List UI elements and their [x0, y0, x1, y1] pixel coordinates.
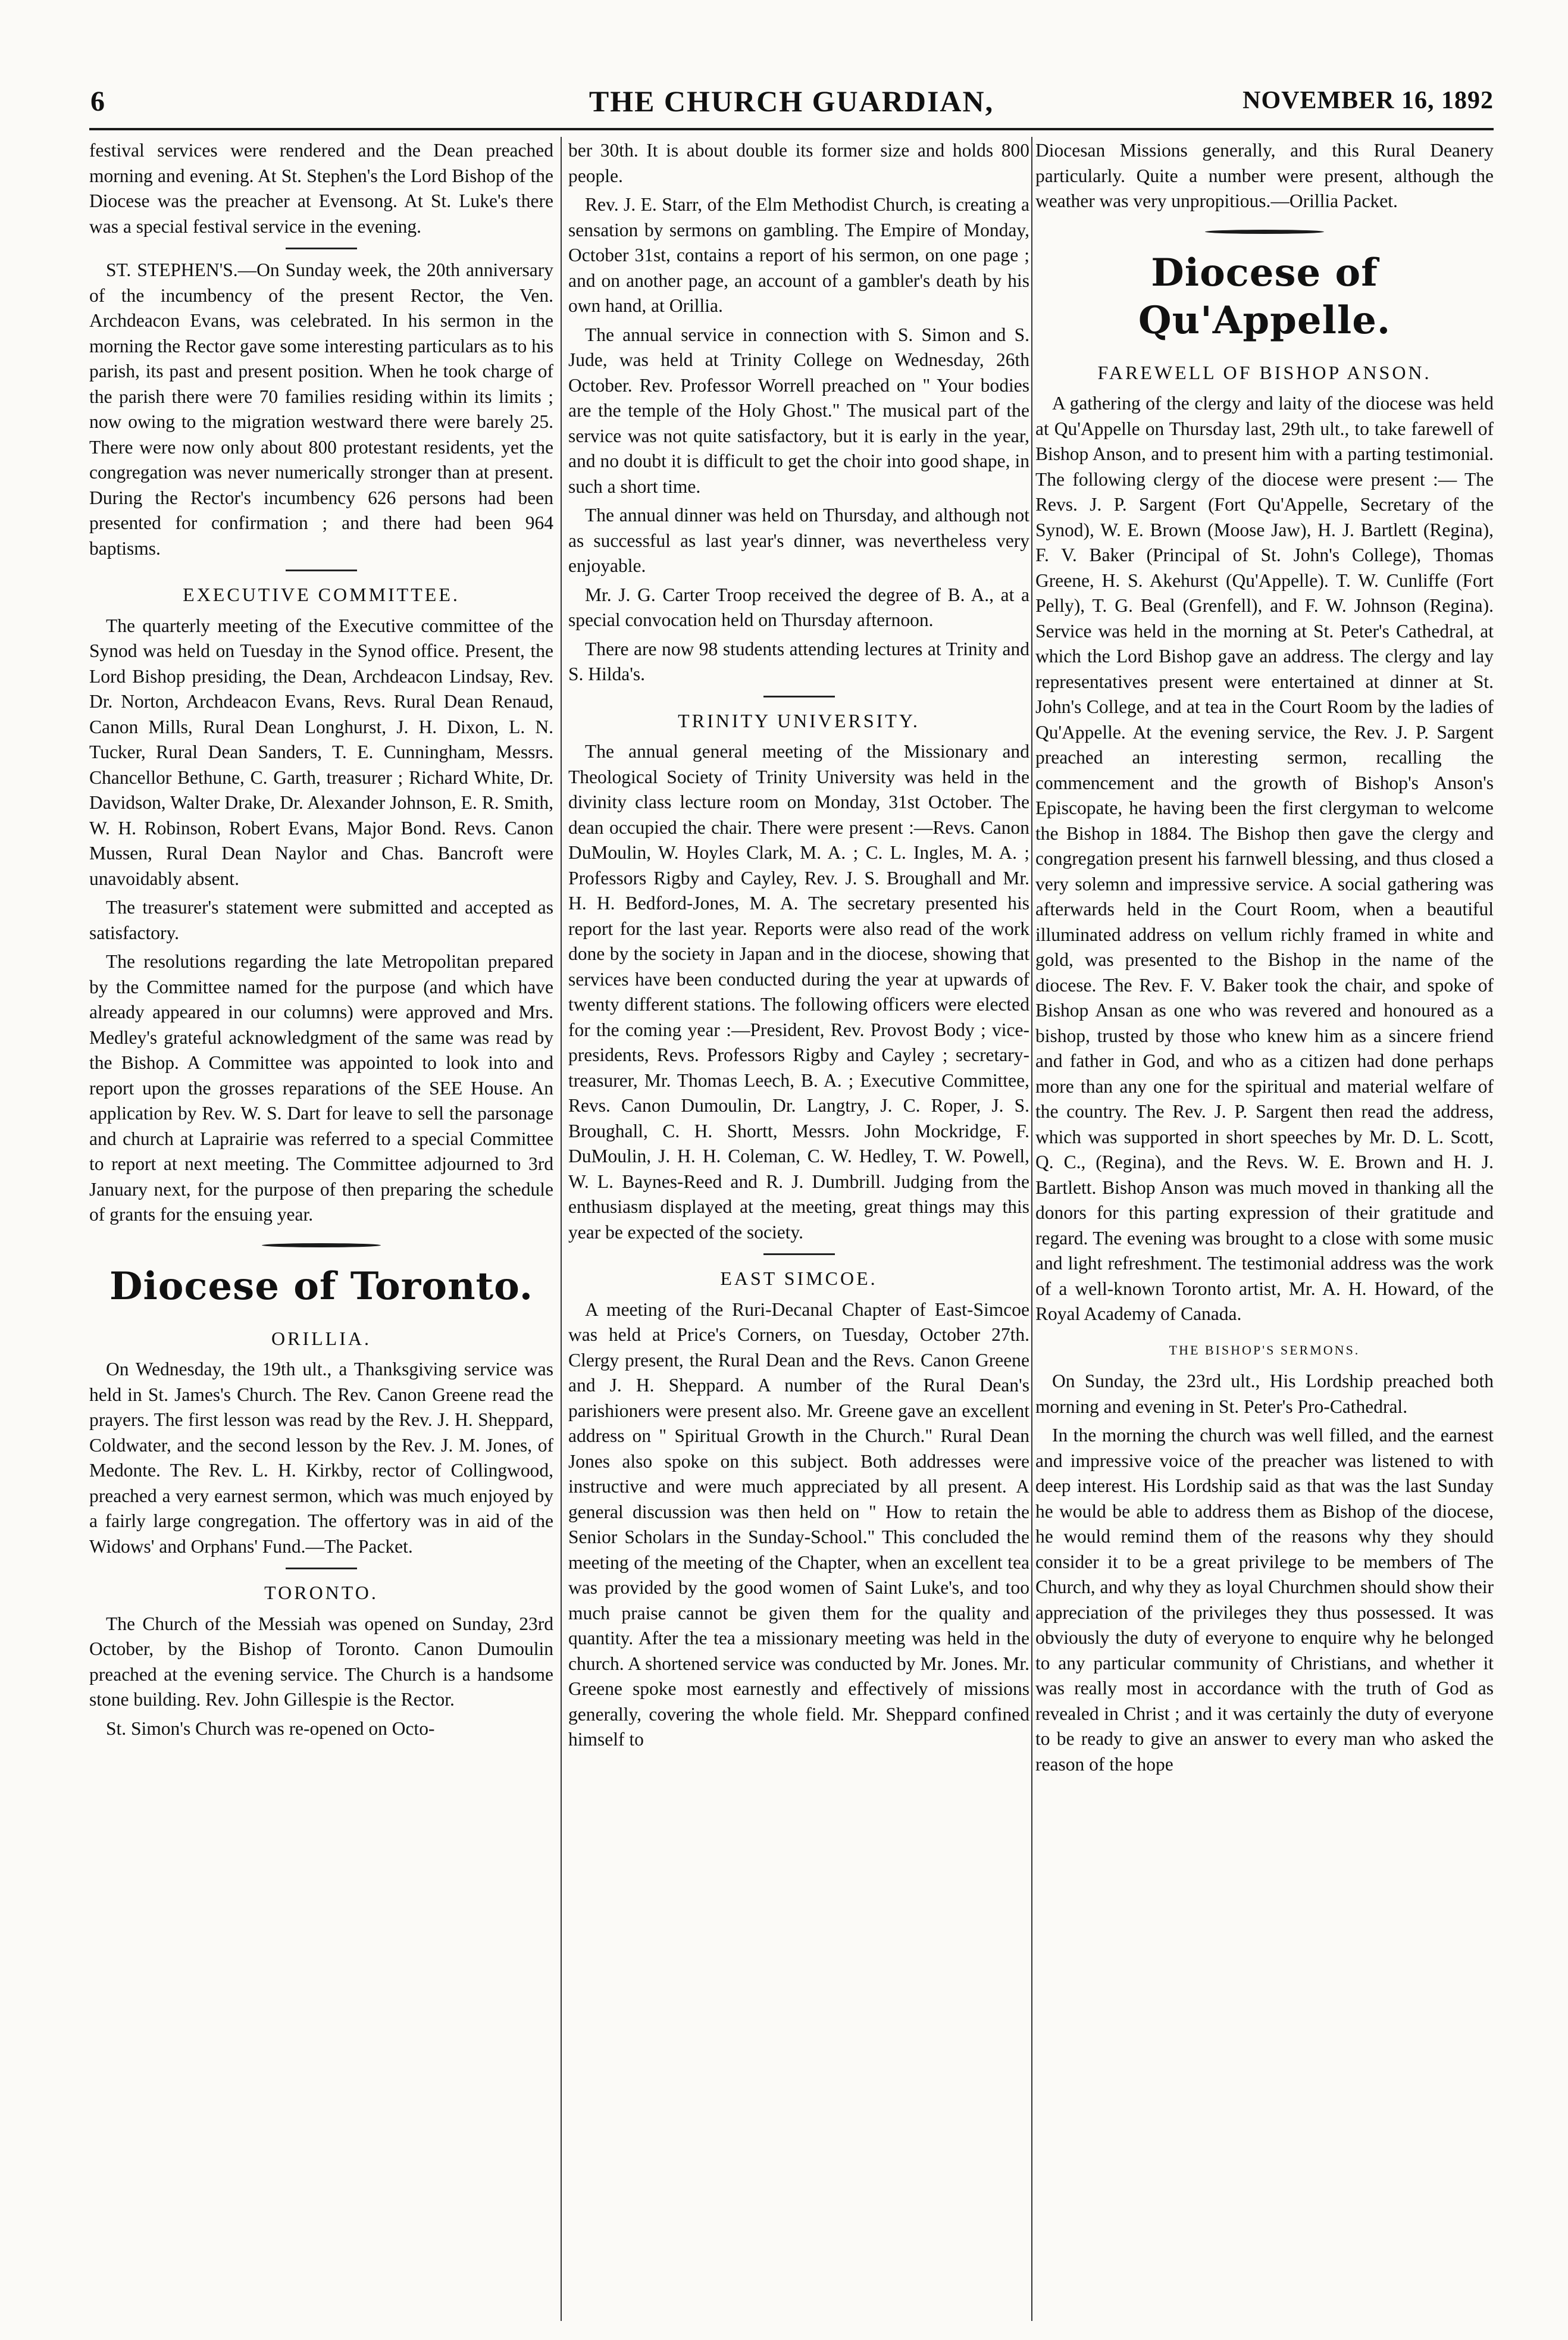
article-paragraph: In the morning the church was well filled, and the earnest and impressive voice of the preacher was listened to with deep interest. His Lordship said as that was the last Sunday he would be able to address them as Bishop of the diocese, he would remind them of the reasons why they should consider it to be a great privilege to be members of The Church, and why they as loyal Churchmen should show their appreciation of the privileges they thus possessed. It was obviously the duty of everyone to enquire why he belonged to any particular community of Christians, and whether it was really most in accordance with the truth of God as revealed in Christ ; and it was certainly the duty of everyone to be ready to give an answer to every man who asked the reason of the hope	[1035, 1425, 1494, 1775]
section-heading: ORILLIA.	[271, 1327, 371, 1349]
section-heading: FAREWELL OF BISHOP ANSON.	[1097, 361, 1432, 383]
masthead	[89, 80, 1494, 130]
article-paragraph: Rev. J. E. Starr, of the Elm Methodist Church, is creating a sensation by sermons on gambling. The Empire of Monday, October 31st, contains a report of his sermon, on one page ; and on another page, an account of a gambler's death by his own hand, at Orillia.	[568, 194, 1029, 316]
article-paragraph: The quarterly meeting of the Executive committee of the Synod was held on Tuesday in the Synod office. Present, the Lord Bishop presiding, the Dean, Archdeacon Lindsay, Rev. Dr. Norton, Archdeacon Evans, Revs. Rural Dean Renaud, Canon Mills, Rural Dean Longhurst, J. H. Dixon, L. N. Tucker, Rural Dean Sanders, T. E. Cunningham, Messrs. Chancellor Bethune, C. Garth, treasurer ; Richard White, Dr. Davidson, Walter Drake, Dr. Alexander Johnson, E. R. Smith, W. H. Robinson, Robert Evans, Major Bond. Revs. Canon Mussen, Rural Dean Naylor and Chas. Bancroft were unavoidably absent.	[89, 615, 553, 889]
separator-rule	[286, 248, 357, 249]
article-paragraph: The annual service in connection with S. Simon and S. Jude, was held at Trinity College on Wednesday, 26th October. Rev. Professor Worrell preached on " Your bodies are the temple of the Holy Ghost." The musical part of the service was not quite satisfactory, but it is early in the year, and no doubt it is difficult to get the choir into good shape, in such a short time.	[568, 324, 1029, 497]
section-heading: EAST SIMCOE.	[720, 1268, 878, 1289]
article-paragraph: The Church of the Messiah was opened on Sunday, 23rd October, by the Bishop of Toronto. Canon Dumoulin preached at the evening service. The Church is a handsome stone building. Rev. John Gillespie is the Rector.	[89, 1613, 553, 1710]
column-2	[568, 138, 1029, 2319]
article-paragraph: St. Simon's Church was re-opened on Octo-	[106, 1718, 435, 1739]
column-1	[89, 138, 553, 2319]
separator-rule	[286, 570, 357, 571]
diocese-heading: Diocese of Qu'Appelle.	[1138, 250, 1391, 343]
article-paragraph: Mr. J. G. Carter Troop received the degree of B. A., at a special convocation held on Thursday afternoon.	[568, 584, 1029, 630]
column-3	[1035, 138, 1494, 2319]
article-paragraph: ber 30th. It is about double its former size and holds 800 people.	[568, 140, 1029, 186]
article-paragraph: The treasurer's statement were submitted and accepted as satisfactory.	[89, 897, 553, 943]
article-paragraph: festival services were rendered and the Dean preached morning and evening. At St. Stephen's the Lord Bishop of the Diocese was the preacher at Evensong. At St. Luke's there was a special festival service in the evening.	[89, 140, 553, 237]
section-heading: EXECUTIVE COMMITTEE.	[183, 584, 460, 605]
page-number: 6	[90, 86, 105, 117]
article-paragraph: A gathering of the clergy and laity of the diocese was held at Qu'Appelle on Thursday last, 29th ult., to take farewell of Bishop Anson, and to present him with a parting testimonial. The following clergy of the diocese were present :— The Revs. J. P. Sargent (Fort Qu'Appelle, Secretary of the Synod), W. E. Brown (Moose Jaw), H. J. Bartlett (Regina), F. V. Baker (Principal of St. John's College), Thomas Greene, H. S. Akehurst (Qu'Appelle). T. W. Cunliffe (Fort Pelly), T. G. Beal (Grenfell), and F. W. Johnson (Regina). Service was held in the morning at St. Peter's Cathedral, at which the Lord Bishop gave an address. The clergy and lay representatives present were entertained at dinner at St. John's College, and at tea in the Court Room by the ladies of Qu'Appelle. At the evening service, the Rev. J. P. Sargent preached an interesting sermon, recalling the commencement and the growth of Bishop's Anson's Episcopate, he having been the first clergyman to welcome the Bishop in 1884. The Bishop then gave the clergy and congregation present his farnwell blessing, and thus closed a very solemn and impressive service. A social gathering was afterwards held in the Court Room, when a beautiful illuminated address on vellum richly framed in white and gold, was presented to the Bishop in the name of the diocese. The Rev. F. V. Baker took the chair, and spoke of Bishop Ansan as one who was revered and honoured as a bishop, trusted by those who knew him as a sincere friend and father in God, and who as a citizen had done perhaps more than any one for the spiritual and material welfare of the country. The Rev. J. P. Sargent then read the address, which was supported in short speeches by Mr. D. L. Scott, Q. C., (Regina), and the Revs. W. E. Brown and H. J. Bartlett. Bishop Anson was much moved in thanking all the donors for this parting expression of their gratitude and regard. The evening was brought to a close with some music and light refreshment. The testimonial address was the work of a well-known Toronto artist, Mr. A. H. Howard, of the Royal Academy of Canada.	[1035, 393, 1494, 1324]
separator-rule	[763, 696, 835, 697]
separator-rule	[763, 1253, 835, 1255]
article-paragraph: ST. STEPHEN'S.—On Sunday week, the 20th anniversary of the incumbency of the present Rector, the Ven. Archdeacon Evans, was celebrated. In his sermon in the morning the Rector gave some interesting particulars as to his parish, its past and present position. When he took charge of the parish there were 70 families residing within its limits ; now owing to the migration westward there were barely 25. There were now only about 800 protestant residents, yet the congregation was never numerically stronger than at present. During the Rector's incumbency 626 persons had been presented for confirmation ; and there had been 964 baptisms.	[89, 259, 553, 559]
separator-rule	[286, 1568, 357, 1569]
section-heading: TORONTO.	[264, 1582, 378, 1603]
article-paragraph: There are now 98 students attending lectures at Trinity and S. Hilda's.	[568, 638, 1029, 684]
column-divider	[1031, 137, 1032, 2321]
section-heading: TRINITY UNIVERSITY.	[678, 709, 920, 731]
section-heading: THE BISHOP'S SERMONS.	[1169, 1342, 1360, 1357]
issue-date: NOVEMBER 16, 1892	[1242, 87, 1494, 114]
article-paragraph: The annual dinner was held on Thursday, and although not as successful as last year's dinner, was nevertheless very enjoyable.	[568, 505, 1029, 576]
article-paragraph: The resolutions regarding the late Metropolitan prepared by the Committee named for the purpose (and which have already appeared in our columns) were approved and Mrs. Medley's grateful acknowledgment of the same was read by the Bishop. A Committee was appointed to look into and report upon the grosses reparations of the SEE House. An application by Rev. W. S. Dart for leave to sell the parsonage and church at Laprairie was referred to a special Committee to report at next meeting. The Committee adjourned to 3rd January next, for the purpose of then preparing the schedule of grants for the ensuing year.	[89, 951, 553, 1225]
ornamental-rule	[262, 1243, 381, 1247]
ornamental-rule	[1205, 230, 1324, 234]
column-divider	[561, 137, 562, 2321]
newspaper-title: THE CHURCH GUARDIAN,	[589, 85, 994, 118]
article-paragraph: A meeting of the Ruri-Decanal Chapter of East-Simcoe was held at Price's Corners, on Tuesday, October 27th. Clergy present, the Rural Dean and the Revs. Canon Greene and J. H. Sheppard. A number of the Rural Dean's parishioners were present also. Mr. Greene gave an excellent address on " Spiritual Growth in the Church." Rural Dean Jones also spoke on this subject. Both addresses were instructive and were much appreciated by all present. A general discussion was then held on " How to retain the Senior Scholars in the Sunday-School." This concluded the meeting of the meeting of the Chapter, when an excellent tea was provided by the good women of Saint Luke's, and too much praise cannot be given them for the quality and quantity. After the tea a missionary meeting was held in the church. A shortened service was conducted by Mr. Jones. Mr. Greene spoke most earnestly and effectively of missions generally, covering the whole field. Mr. Sheppard confined himself to	[568, 1299, 1029, 1750]
article-paragraph: On Sunday, the 23rd ult., His Lordship preached both morning and evening in St. Peter's Pro-Cathedral.	[1035, 1371, 1494, 1417]
article-paragraph: The annual general meeting of the Missionary and Theological Society of Trinity University was held in the divinity class lecture room on Monday, 31st October. The dean occupied the chair. There were present :—Revs. Canon DuMoulin, W. Hoyles Clark, M. A. ; C. L. Ingles, M. A. ; Professors Rigby and Cayley, Rev. J. S. Broughall and Mr. H. H. Bedford-Jones, M. A. The secretary presented his report for the last year. Reports were also read of the work done by the society in Japan and in the diocese, showing that services have been conducted during the year at upwards of twenty different stations. The following officers were elected for the coming year :—President, Rev. Provost Body ; vice-presidents, Revs. Professors Rigby and Cayley ; secretary-treasurer, Mr. Thomas Leech, B. A. ; Executive Committee, Revs. Canon Dumoulin, Dr. Langtry, J. C. Roper, J. S. Broughall, C. H. Shortt, Messrs. John Mockridge, F. DuMoulin, J. H. H. Coleman, C. W. Hedley, T. W. Powell, W. L. Baynes-Reed and R. J. Dumbrill. Judging from the enthusiasm displayed at the meeting, great things may this year be expected of the society.	[568, 741, 1029, 1243]
article-paragraph: Diocesan Missions generally, and this Rural Deanery particularly. Quite a number were present, although the weather was very unpropitious.—Orillia Packet.	[1035, 140, 1494, 211]
article-paragraph: On Wednesday, the 19th ult., a Thanksgiving service was held in St. James's Church. The Rev. Canon Greene read the prayers. The first lesson was read by the Rev. J. H. Sheppard, Coldwater, and the second lesson by the Rev. J. M. Jones, of Medonte. The Rev. L. H. Kirkby, rector of Collingwood, preached a very earnest sermon, which was much enjoyed by a fairly large congregation. The offertory was in aid of the Widows' and Orphans' Fund.—The Packet.	[89, 1359, 553, 1557]
diocese-heading: Diocese of Toronto.	[109, 1263, 534, 1309]
